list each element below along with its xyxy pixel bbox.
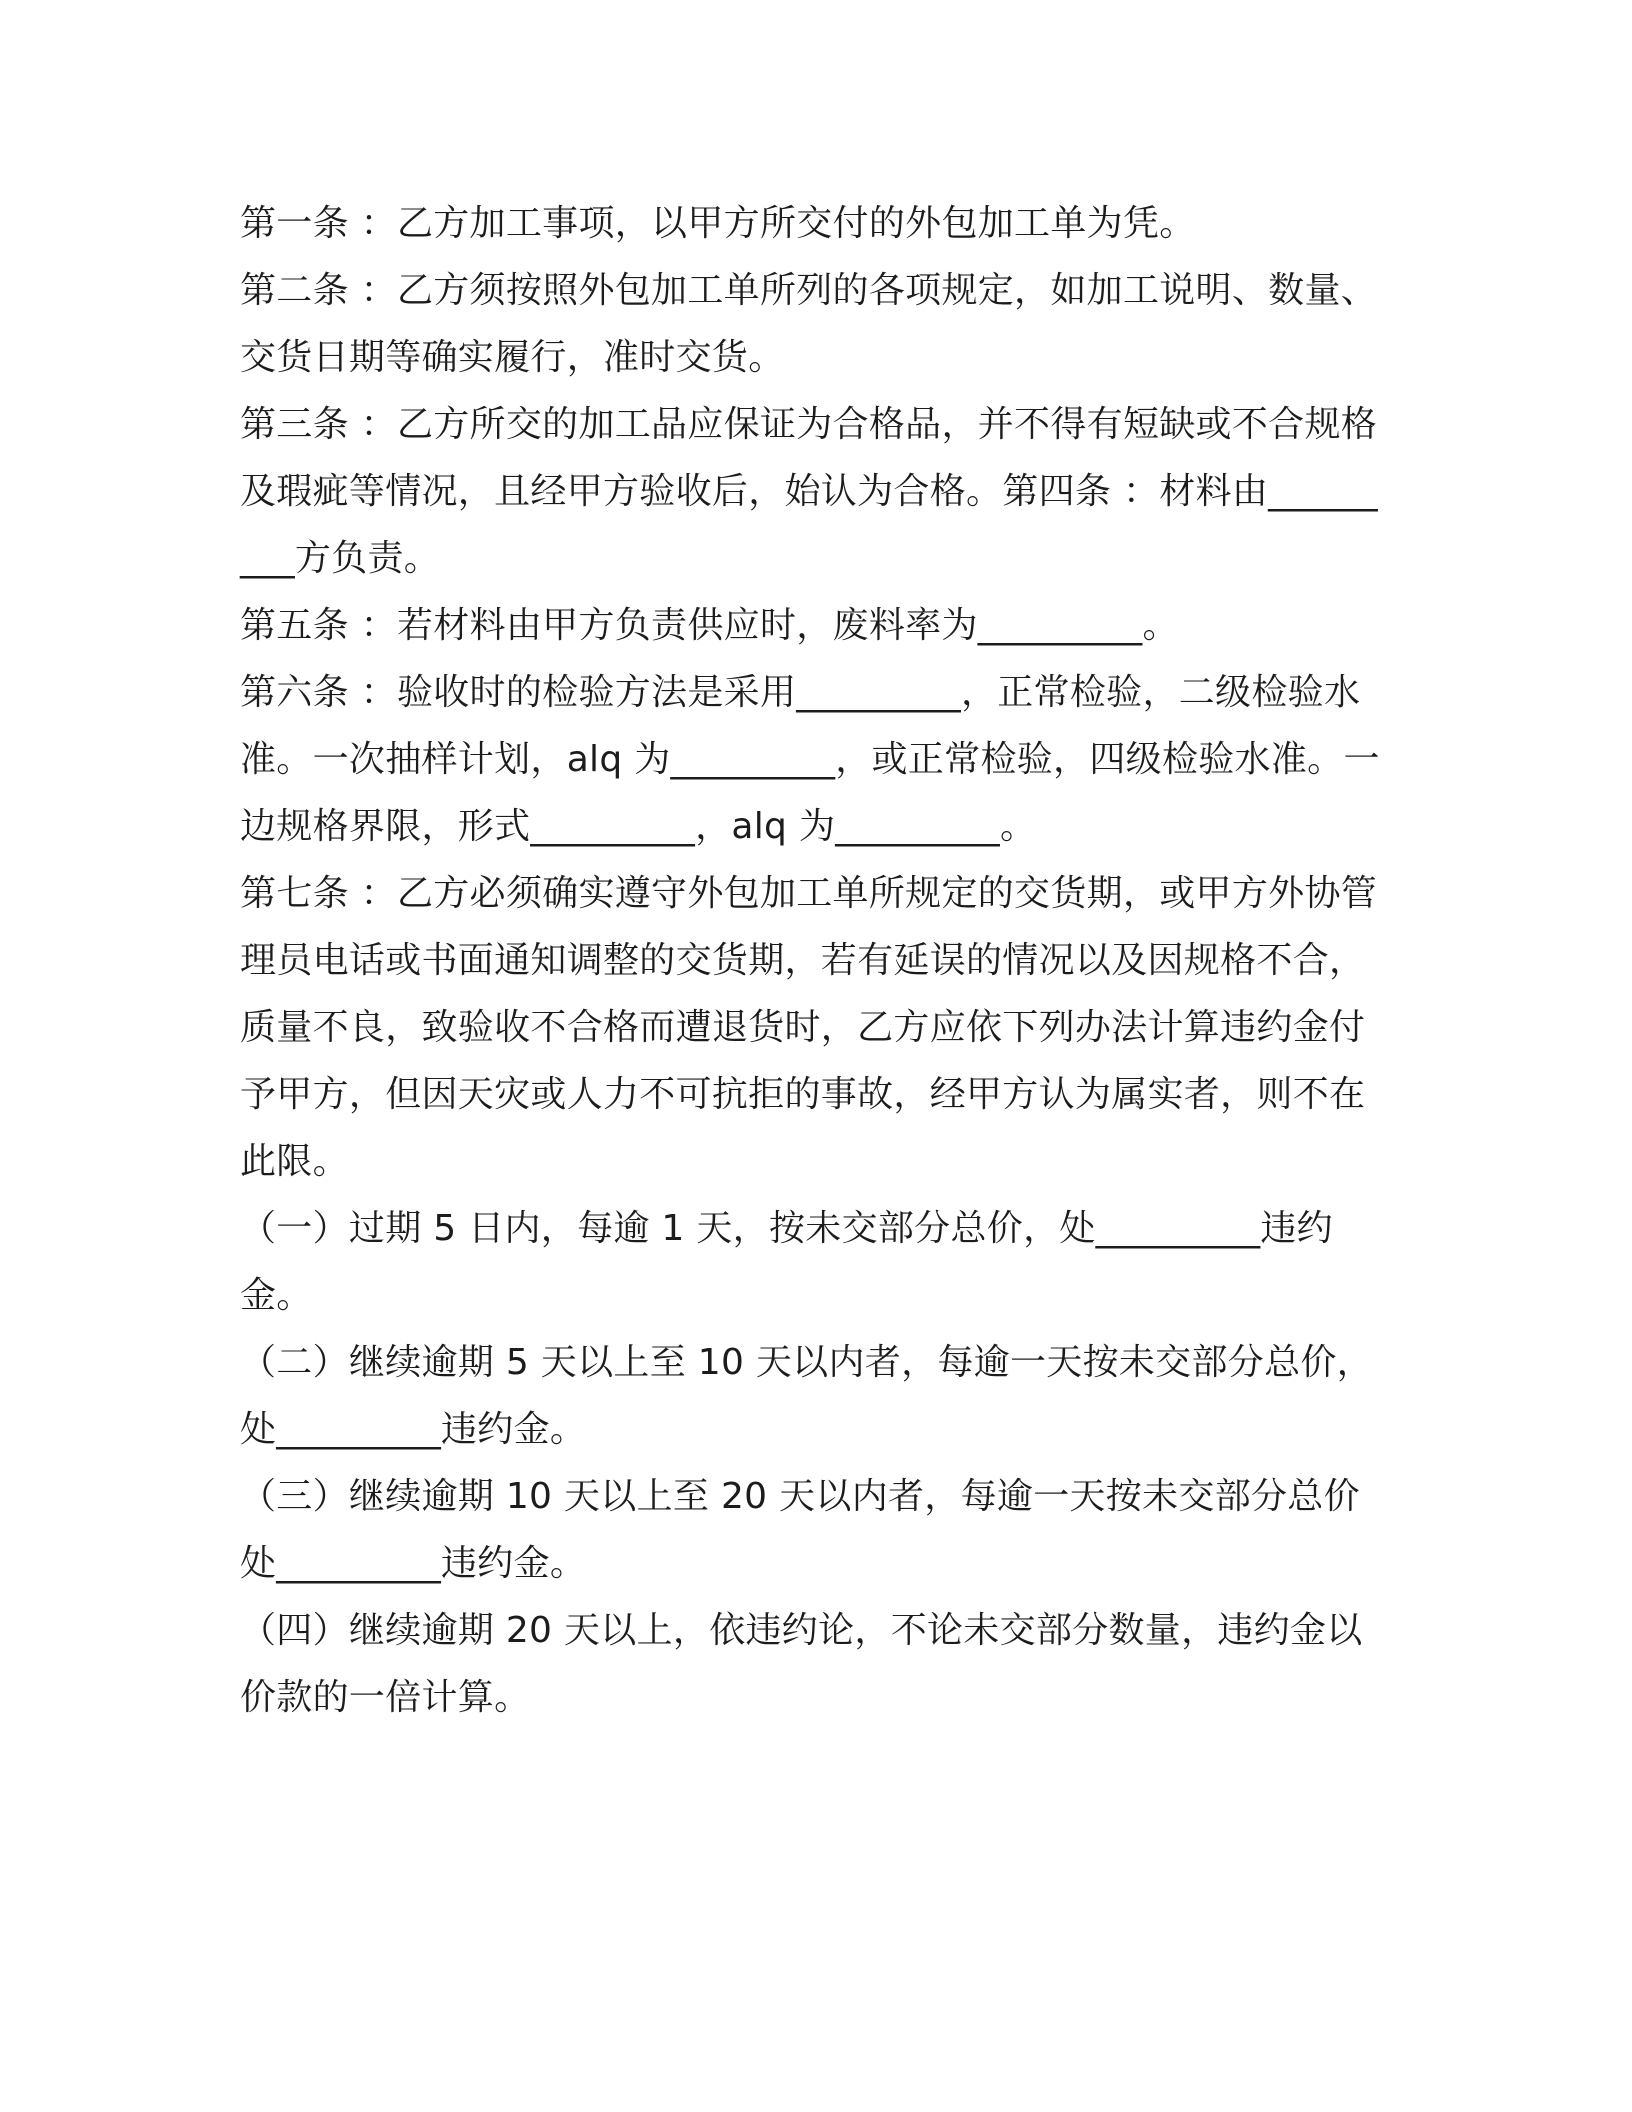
penalty-item-1: （一）过期 5 日内，每逾 1 天，按未交部分总价，处_________违约金。: [240, 1208, 1333, 1316]
article-7-paragraph: 第七条 ：乙方必须确实遵守外包加工单所规定的交货期，或甲方外协管理员电话或书面通知调整的交货期，若有延误的情况以及因规格不合，质量不良，致验收不合格而遭退货时，乙方应依下列办法计算违约金付予甲方，但因天灾或人力不可抗拒的事故，经甲方认为属实者，则不在此限。: [240, 873, 1378, 1182]
article-5-paragraph: 第五条 ：若材料由甲方负责供应时，废料率为_________。: [240, 605, 1179, 646]
penalty-item-4: （四）继续逾期 20 天以上，依违约论，不论未交部分数量，违约金以价款的一倍计算。: [240, 1610, 1363, 1718]
penalty-item-2: （二）继续逾期 5 天以上至 10 天以内者，每逾一天按未交部分总价，处_________违约金。: [240, 1342, 1373, 1450]
article-2-paragraph: 第二条 ：乙方须按照外包加工单所列的各项规定，如加工说明、数量、交货日期等确实履行，准时交货。: [240, 270, 1378, 378]
article-1-paragraph: 第一条 ：乙方加工事项，以甲方所交付的外包加工单为凭。: [240, 203, 1196, 244]
document-body: [240, 190, 1390, 1731]
penalty-item-3: （三）继续逾期 10 天以上至 20 天以内者，每逾一天按未交部分总价处_________违约金。: [240, 1476, 1360, 1584]
article-6-paragraph: 第六条 ：验收时的检验方法是采用_________，正常检验，二级检验水准。一次抽样计划，alq 为_________，或正常检验，四级检验水准。一边规格界限，形式_________，alq 为_________。: [240, 672, 1380, 847]
article-3-4-paragraph: 第三条 ：乙方所交的加工品应保证为合格品，并不得有短缺或不合规格及瑕疵等情况，且经甲方验收后，始认为合格。第四条 ：材料由_________方负责。: [240, 404, 1378, 579]
